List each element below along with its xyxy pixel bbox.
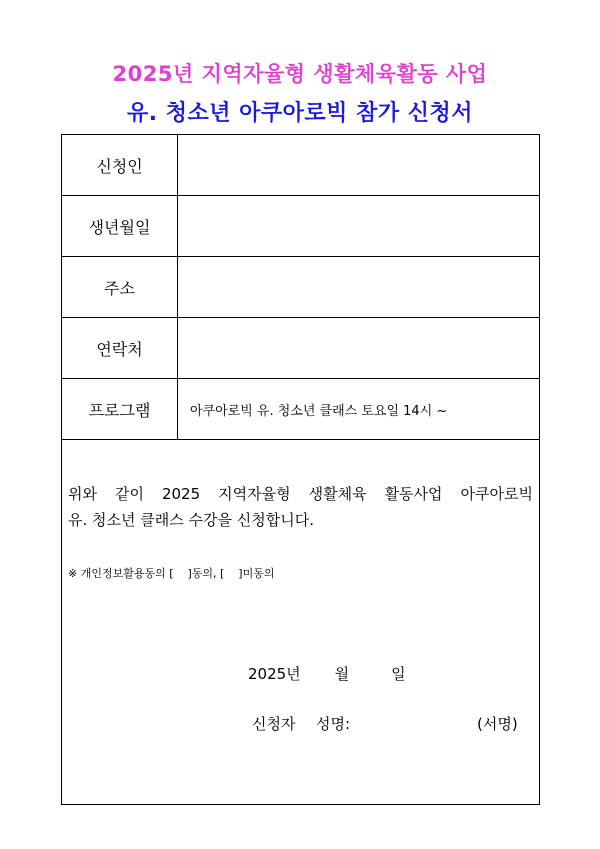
field-address[interactable] (178, 257, 539, 317)
label-birthdate: 생년월일 (62, 196, 178, 256)
document-subtitle: 유. 청소년 아쿠아로빅 참가 신청서 (126, 101, 474, 126)
field-program[interactable]: 아쿠아로빅 유. 청소년 클래스 토요일 14시 ~ (190, 403, 448, 419)
statement-line-2: 유. 청소년 클래스 수강을 신청합니다. (68, 511, 314, 529)
form-row-birthdate (62, 196, 539, 257)
label-address: 주소 (62, 257, 178, 317)
form-row-contact (62, 318, 539, 379)
signature-name-label: 성명: (316, 715, 351, 733)
label-contact: 연락처 (62, 318, 178, 378)
application-form (61, 134, 540, 805)
date-year: 2025년 (248, 665, 301, 683)
document-title: 2025년 지역자율형 생활체육활동 사업 (112, 62, 488, 86)
date-day: 일 (391, 665, 406, 683)
signature-seal-label: (서명) (477, 715, 518, 733)
form-row-address (62, 257, 539, 318)
form-row-program (62, 379, 539, 440)
field-contact[interactable] (178, 318, 539, 378)
signature-applicant-label: 신청자 (252, 715, 296, 733)
label-applicant: 신청인 (62, 135, 178, 195)
label-program: 프로그램 (62, 379, 178, 439)
statement-line-1: 위와 같이 2025 지역자율형 생활체육 활동사업 아쿠아로빅 (68, 485, 533, 503)
privacy-consent-notice[interactable]: ※ 개인정보활용동의 [ ]동의, [ ]미동의 (68, 567, 275, 580)
date-month: 월 (334, 665, 350, 683)
date-line (248, 663, 406, 684)
application-statement (62, 481, 539, 533)
field-applicant[interactable] (178, 135, 539, 195)
form-row-applicant (62, 135, 539, 196)
field-birthdate[interactable] (178, 196, 539, 256)
